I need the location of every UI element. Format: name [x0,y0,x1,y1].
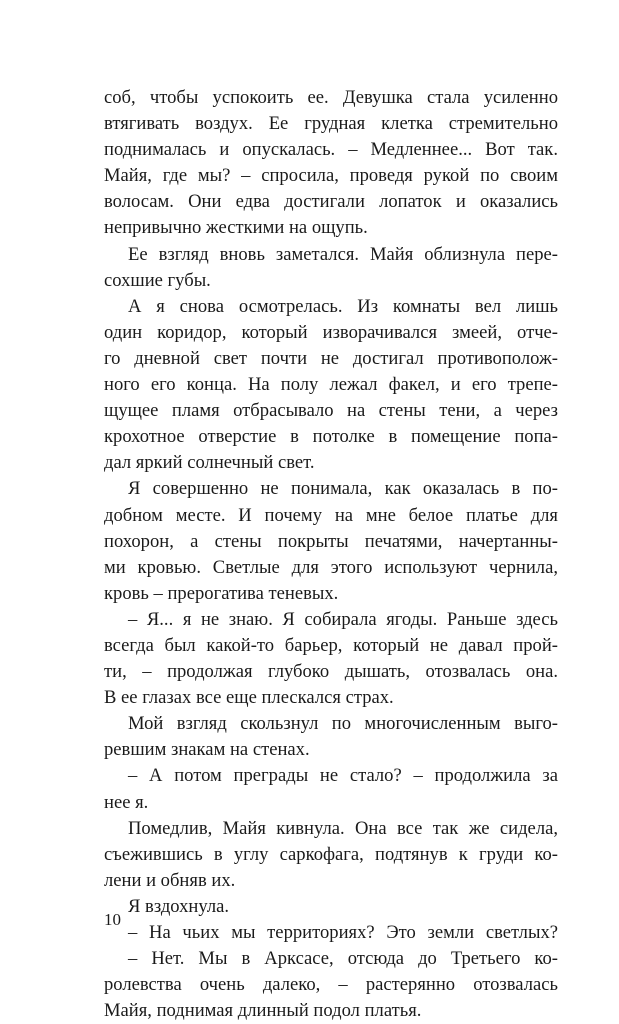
text-line: дал яркий солнечный свет. [104,452,315,474]
text-line: Я совершенно не понимала, как оказалась в по- [128,478,558,500]
text-line: щущее пламя отбрасывало на стены тени, а через [104,400,558,422]
text-line: похорон, а стены покрыты печатями, начертанны- [104,530,558,552]
body-text [104,85,558,1024]
text-line: кровь – прерогатива теневых. [104,582,339,604]
text-line: ти, – продолжая глубоко дышать, отозвалась она. [104,661,558,683]
text-line: всегда был какой-то барьер, который не давал прой- [104,634,558,656]
text-line: – Нет. Мы в Арксасе, отсюда до Третьего ко- [128,948,558,970]
text-line: втягивать воздух. Ее грудная клетка стремительно [104,113,558,135]
text-line: Ее взгляд вновь заметался. Майя облизнула пере- [128,243,558,265]
text-line: лени и обняв их. [104,869,236,891]
text-line: ревшим знакам на стенах. [104,739,310,761]
text-line: Мой взгляд скользнул по многочисленным выго- [128,713,558,735]
text-line: поднималась и опускалась. – Медленнее... Вот так. [104,139,558,161]
text-line: нее я. [104,791,149,813]
text-line: – На чьих мы территориях? Это земли светлых? [128,922,558,943]
text-line: Майя, где мы? – спросила, проведя рукой по своим [104,165,558,187]
text-line: крохотное отверстие в потолке в помещение попа- [104,426,558,448]
text-line: ми кровью. Светлые для этого используют чернила, [104,556,558,578]
text-line: Майя, поднимая длинный подол платья. [104,1000,422,1022]
text-line: Я вздохнула. [128,895,230,917]
text-line: го дневной свет почти не достигал противополож- [104,347,558,369]
text-line: съежившись в углу саркофага, подтянув к груди ко- [104,843,558,865]
text-line: непривычно жесткими на ощупь. [104,217,368,239]
text-line: Помедлив, Майя кивнула. Она все так же сидела, [128,817,558,839]
text-line: ного его конца. На полу лежал факел, и его трепе- [104,374,558,396]
text-line: – Я... я не знаю. Я собирала ягоды. Раньше здесь [128,608,558,630]
text-line: соб, чтобы успокоить ее. Девушка стала усиленно [104,87,558,108]
text-line: волосам. Они едва достигали лопаток и оказались [104,191,558,213]
text-line: сохшие губы. [104,269,211,291]
text-line: В ее глазах все еще плескался страх. [104,687,394,709]
text-line: добном месте. И почему на мне белое платье для [104,504,558,526]
text-line: – А потом преграды не стало? – продолжила за [128,765,558,787]
page-number: 10 [104,910,121,929]
text-line: ролевства очень далеко, – растерянно отозвалась [104,974,558,996]
text-line: А я снова осмотрелась. Из комнаты вел лишь [128,295,558,317]
text-line: один коридор, который изворачивался змеей, отче- [104,321,558,343]
